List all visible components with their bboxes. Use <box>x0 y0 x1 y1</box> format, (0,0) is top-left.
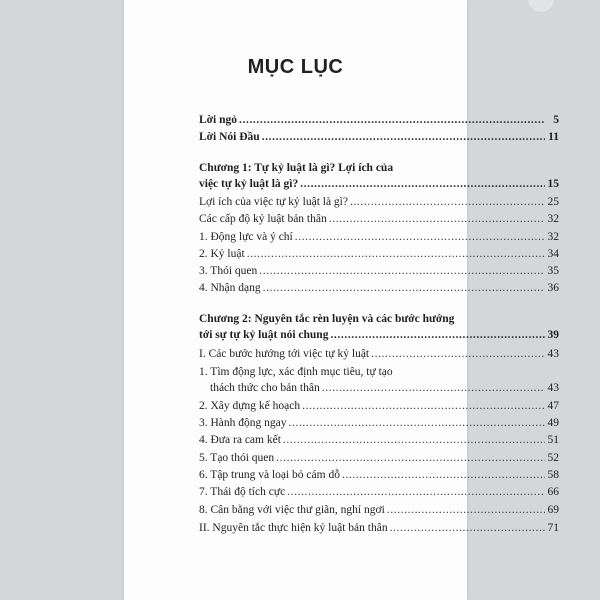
toc-entry-page: 43 <box>547 382 559 394</box>
toc-entry-label: II. Nguyên tắc thực hiện kỷ luật bản thân <box>199 522 388 534</box>
dot-leader <box>283 432 545 448</box>
chapter-heading: Chương 2: Nguyên tắc rèn luyện và các bước hướng <box>199 313 455 325</box>
toc-entry-label: việc tự kỷ luật là gì? <box>199 178 299 190</box>
toc-entry-label: 3. Hành động ngay <box>199 417 287 429</box>
toc-entry <box>199 502 559 518</box>
dot-leader <box>247 246 545 262</box>
page-title: MỤC LỤC <box>247 56 344 78</box>
dot-leader <box>330 327 545 343</box>
toc-entry-page: 43 <box>547 348 559 360</box>
toc-entry-page: 47 <box>547 400 559 412</box>
dot-leader <box>287 484 545 500</box>
toc-entry <box>210 380 559 396</box>
toc-entry-page: 15 <box>547 178 559 190</box>
toc-entry <box>199 398 559 414</box>
toc-entry-label: 7. Thái độ tích cực <box>199 486 286 498</box>
toc-entry-page: 25 <box>547 196 559 208</box>
dot-leader <box>390 520 545 536</box>
toc-entry-page: 52 <box>547 452 559 464</box>
toc-entry-label: 4. Nhận dạng <box>199 282 261 294</box>
toc-entry <box>199 263 559 279</box>
toc-entry-label: Lời ngỏ <box>199 114 238 126</box>
toc-entry-page: 34 <box>547 248 559 260</box>
dot-leader <box>387 502 545 518</box>
toc-entry-page: 49 <box>547 417 559 429</box>
toc-entry <box>199 346 559 362</box>
toc-entry <box>199 520 559 536</box>
toc-entry-label: I. Các bước hướng tới việc tự kỷ luật <box>199 348 370 360</box>
dot-leader <box>302 398 545 414</box>
toc-entry-label: 5. Tạo thói quen <box>199 452 275 464</box>
toc-entry-page: 66 <box>547 486 559 498</box>
toc-entry-label: tới sự tự kỷ luật nói chung <box>199 329 329 341</box>
toc-entry <box>199 327 559 343</box>
toc-entry-page: 5 <box>553 114 559 126</box>
toc-entry-page: 58 <box>547 469 559 481</box>
page-corner-shadow <box>528 0 554 12</box>
chapter-heading: Chương 1: Tự kỷ luật là gì? Lợi ích của <box>199 162 394 174</box>
dot-leader <box>371 346 545 362</box>
dot-leader <box>300 176 545 192</box>
toc-entry-label: 2. Xây dựng kế hoạch <box>199 400 301 412</box>
dot-leader <box>350 194 545 210</box>
dot-leader <box>259 263 545 279</box>
toc-entry <box>199 229 559 245</box>
toc-entry-first-line: 1. Tìm động lực, xác định mục tiêu, tự tạo <box>199 366 393 378</box>
toc-entry-page: 35 <box>547 265 559 277</box>
toc-entry <box>199 129 559 145</box>
dot-leader <box>239 112 545 128</box>
dot-leader <box>289 415 545 431</box>
toc-entry-label: Lợi ích của việc tự kỷ luật là gì? <box>199 196 348 208</box>
toc-entry-page: 32 <box>547 213 559 225</box>
toc-entry-label: 4. Đưa ra cam kết <box>199 434 281 446</box>
toc-entry-label: 6. Tập trung và loại bỏ cám dỗ <box>199 469 340 481</box>
toc-entry-label: 3. Thói quen <box>199 265 258 277</box>
toc-entry-label: Các cấp độ kỷ luật bản thân <box>199 213 327 225</box>
toc-entry <box>199 194 559 210</box>
toc-entry-page: 39 <box>547 329 559 341</box>
toc-entry-label: Lời Nói Đầu <box>199 131 260 143</box>
book-page <box>124 0 559 600</box>
toc-entry <box>199 484 559 500</box>
dot-leader <box>295 229 545 245</box>
toc-entry-label: thách thức cho bản thân <box>210 382 320 394</box>
dot-leader <box>263 280 545 296</box>
toc-entry <box>199 450 559 466</box>
toc-entry <box>199 211 559 227</box>
toc-entry <box>199 467 559 483</box>
toc-entry <box>199 415 559 431</box>
toc-entry <box>199 432 559 448</box>
toc-entry-label: 1. Động lực và ý chí <box>199 231 293 243</box>
dot-leader <box>322 380 545 396</box>
toc-entry-label: 8. Cân bằng với việc thư giãn, nghỉ ngơi <box>199 504 385 516</box>
dot-leader <box>342 467 545 483</box>
dot-leader <box>276 450 545 466</box>
toc-entry-page: 69 <box>547 504 559 516</box>
toc-entry-page: 71 <box>547 522 559 534</box>
toc-entry-page: 11 <box>548 131 559 143</box>
dot-leader <box>262 129 545 145</box>
toc-entry <box>199 246 559 262</box>
toc-entry <box>199 112 559 128</box>
toc-entry-page: 36 <box>547 282 559 294</box>
toc-entry-page: 51 <box>547 434 559 446</box>
dot-leader <box>329 211 545 227</box>
toc-entry-page: 32 <box>547 231 559 243</box>
toc-entry <box>199 280 559 296</box>
toc-entry <box>199 176 559 192</box>
toc-entry-label: 2. Kỷ luật <box>199 248 245 260</box>
